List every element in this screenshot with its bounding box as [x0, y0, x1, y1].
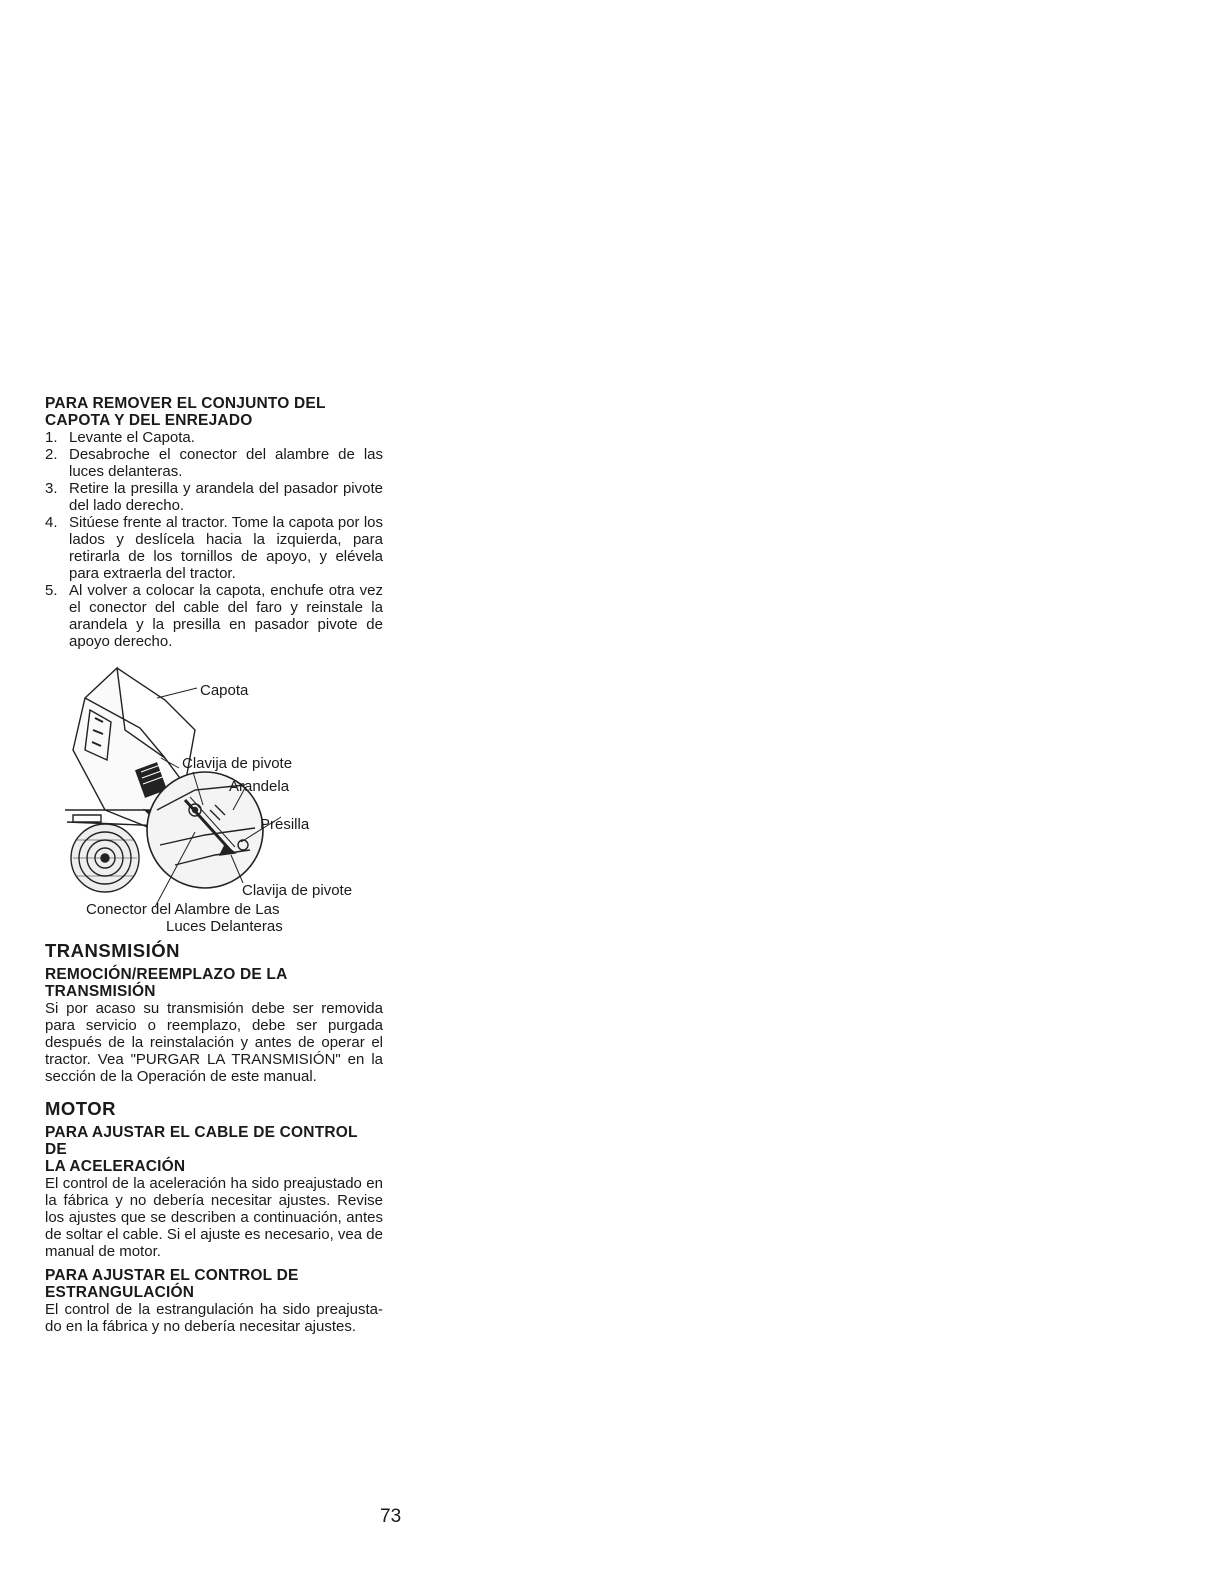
section-remove-hood — [45, 395, 383, 650]
step-number: 4. — [45, 514, 58, 531]
step-number: 5. — [45, 582, 58, 599]
motor-subheading2-line2: ESTRANGULACIÓN — [45, 1284, 195, 1301]
step-item — [45, 480, 383, 514]
transmision-subheading-line1: REMOCIÓN/REEMPLAZO DE LA — [45, 966, 288, 983]
step-text: Desabroche el conector del alambre de las luces delanteras. — [69, 446, 383, 480]
label-clavija-de-pivote-bottom: Clavija de pivote — [242, 882, 353, 899]
step-text: Levante el Capota. — [69, 429, 195, 446]
motor-body2: El control de la estrangulación ha sido preajusta-do en la fábrica y no debería necesitar ajustes. — [45, 1301, 383, 1335]
hood-removal-figure — [45, 660, 385, 940]
step-item — [45, 582, 383, 650]
transmision-body: Si por acaso su transmisión debe ser removida para servicio o reemplazo, debe ser purgada después de la reinstalación y antes de operar el tractor. Vea "PURGAR LA TRANSMISIÓN" en la sección de la Operación de este manual. — [45, 1000, 383, 1085]
section-heading-line2: CAPOTA Y DEL ENREJADO — [45, 412, 253, 429]
step-number: 3. — [45, 480, 58, 497]
text-column — [45, 395, 383, 650]
section-heading-line1: PARA REMOVER EL CONJUNTO DEL — [45, 395, 326, 412]
step-item — [45, 514, 383, 582]
motor-title: MOTOR — [45, 1098, 117, 1119]
label-capota: Capota — [200, 682, 249, 699]
motor-subheading2-line1: PARA AJUSTAR EL CONTROL DE — [45, 1267, 299, 1284]
step-text: Sitúese frente al tractor. Tome la capota por los lados y deslícela hacia la izquierda, para retirarla de los tornillos de apoyo, y elévela para extraerla del tractor. — [69, 514, 383, 582]
section-motor — [45, 1098, 383, 1335]
section-transmision — [45, 940, 383, 1085]
page-number: 73 — [380, 1506, 402, 1527]
steps-list — [45, 429, 383, 650]
motor-body1: El control de la aceleración ha sido preajustado en la fábrica y no debería necesitar ajustes. Revise los ajustes que se describen a continuación, antes de soltar el cable. Si el ajuste es necesario, vea de manual de motor. — [45, 1175, 383, 1260]
step-item — [45, 446, 383, 480]
label-arandela: Arandela — [229, 778, 290, 795]
step-item — [45, 429, 383, 446]
transmision-title: TRANSMISIÓN — [45, 940, 180, 961]
transmision-subheading-line2: TRANSMISIÓN — [45, 983, 156, 1000]
label-conector-line2: Luces Delanteras — [166, 918, 283, 935]
label-conector-line1: Conector del Alambre de Las — [86, 901, 280, 918]
label-clavija-de-pivote-top: Clavija de pivote — [182, 755, 293, 772]
step-text: Retire la presilla y arandela del pasador pivote del lado derecho. — [69, 480, 383, 514]
step-number: 2. — [45, 446, 58, 463]
label-presilla: Presilla — [260, 816, 310, 833]
motor-subheading1-line2: LA ACELERACIÓN — [45, 1158, 186, 1175]
text-column-lower — [45, 940, 383, 1335]
step-number: 1. — [45, 429, 58, 446]
step-text: Al volver a colocar la capota, enchufe otra vez el conector del cable del faro y reinstale la arandela y la presilla en pasador pivote de apoyo derecho. — [69, 582, 383, 650]
motor-subheading1-line1: PARA AJUSTAR EL CABLE DE CONTROL DE — [45, 1124, 358, 1158]
